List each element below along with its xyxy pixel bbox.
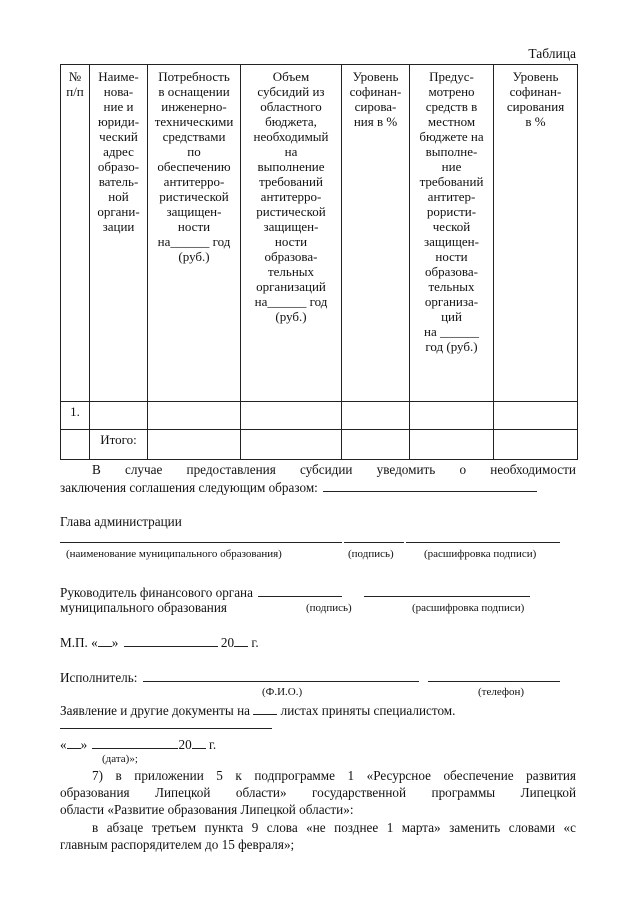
table-cell — [241, 430, 342, 460]
amendment-7-line-2: образования Липецкой области» государственной программы Липецкой — [60, 785, 576, 800]
caption-date: (дата)»; — [102, 753, 138, 765]
table-cell — [90, 402, 148, 430]
amendment-8-line-2: главным распорядителем до 15 февраля»; — [60, 837, 295, 852]
sheets-count-blank — [253, 702, 277, 715]
amendment-7-line-1: 7) в приложении 5 к подпрограмме 1 «Ресурсное обеспечение развития — [92, 768, 576, 783]
month-blank — [124, 634, 218, 647]
header-line: ние и — [103, 99, 134, 114]
stamp-date-line — [60, 634, 259, 652]
date-day-blank — [67, 736, 81, 749]
statement-suffix: листах приняты специалистом. — [280, 703, 456, 718]
header-line: органи- — [97, 204, 140, 219]
caption-finance-decoding: (расшифровка подписи) — [412, 602, 525, 614]
table-row — [61, 402, 578, 430]
header-line: антитерро- — [260, 189, 322, 204]
header-line: организа- — [424, 294, 479, 309]
header-line: на______ год — [157, 234, 231, 249]
year-blank — [234, 634, 248, 647]
header-line: средств в — [425, 99, 478, 114]
header-line: ческий — [99, 129, 138, 144]
date-month-blank — [92, 736, 178, 749]
header-line: Наиме- — [98, 69, 139, 84]
header-line: юриди- — [97, 114, 140, 129]
specialist-line — [60, 728, 272, 729]
caption-municipality: (наименование муниципального образования) — [66, 548, 282, 560]
date-year-suffix: г. — [208, 737, 217, 752]
header-line: на — [284, 144, 298, 159]
finance-decoding-blank — [364, 584, 530, 597]
header-line: требований — [419, 174, 484, 189]
header-cell-equipment-need — [148, 65, 241, 402]
header-line: ности — [177, 219, 211, 234]
header-line: антитер- — [427, 189, 476, 204]
header-line: по — [187, 144, 201, 159]
table-cell — [241, 402, 342, 430]
header-line: год (руб.) — [425, 339, 478, 354]
header-line: Уровень — [512, 69, 559, 84]
table-header-row — [61, 65, 578, 402]
header-line: выполнение — [257, 159, 325, 174]
caption-finance-signature: (подпись) — [306, 602, 352, 614]
header-line: адрес — [103, 144, 134, 159]
header-line: № — [68, 69, 82, 84]
date-quote-close: » — [80, 737, 88, 752]
notice-line-1: В случае предоставления субсидии уведомить о необходимости — [92, 462, 576, 477]
header-line: обеспечению — [157, 159, 231, 174]
executor-line — [60, 669, 560, 687]
finance-head-label-text: Руководитель финансового органа — [60, 585, 253, 600]
header-line: образова- — [424, 264, 478, 279]
amendment-8-line-1: в абзаце третьем пункта 9 слова «не позднее 1 марта» заменить словами «с — [92, 820, 576, 835]
subsidy-table — [60, 64, 578, 460]
head-signature-line — [344, 542, 404, 543]
header-line: выполне- — [425, 144, 478, 159]
day-blank — [98, 634, 112, 647]
header-cell-number — [61, 65, 90, 402]
table-cell — [61, 430, 90, 460]
header-line: п/п — [66, 84, 84, 99]
table-total-row — [61, 430, 578, 460]
caption-head-signature: (подпись) — [348, 548, 394, 560]
table-cell — [342, 402, 410, 430]
header-line: антитерро- — [163, 174, 225, 189]
statement-line — [60, 702, 455, 720]
header-line: ной — [108, 189, 129, 204]
header-line: ние — [441, 159, 462, 174]
header-line: мотрено — [428, 84, 475, 99]
header-line: зации — [102, 219, 135, 234]
header-line: бюджета, — [265, 114, 317, 129]
table-cell — [494, 402, 578, 430]
header-line: тельных — [428, 279, 475, 294]
header-line: ческой — [432, 219, 471, 234]
table-cell — [410, 402, 494, 430]
table-cell — [410, 430, 494, 460]
quote-open: « — [91, 635, 98, 650]
header-line: сирования — [506, 99, 565, 114]
executor-name-blank — [143, 669, 419, 682]
header-line: техническими — [154, 114, 234, 129]
header-line: образо- — [97, 159, 140, 174]
table-caption: Таблица — [528, 46, 576, 61]
notice-line-2-text: заключения соглашения следующим образом: — [60, 480, 318, 495]
header-line: Объем — [272, 69, 310, 84]
header-line: тельных — [267, 264, 315, 279]
caption-head-decoding: (расшифровка подписи) — [424, 548, 537, 560]
header-cell-subsidy-volume — [241, 65, 342, 402]
header-line: ций — [441, 309, 462, 324]
header-line: средствами — [162, 129, 226, 144]
header-line: образова- — [264, 249, 318, 264]
head-of-admin-label: Глава администрации — [60, 514, 182, 529]
header-cell-cofinancing-level-2 — [494, 65, 578, 402]
header-line: бюджете на — [419, 129, 484, 144]
header-line: на______ год — [254, 294, 328, 309]
quote-close: » — [111, 635, 119, 650]
date-year-blank — [192, 736, 206, 749]
header-line: Предус- — [429, 69, 474, 84]
caption-fio: (Ф.И.О.) — [262, 686, 303, 698]
header-line: в % — [525, 114, 546, 129]
row-number: 1. — [61, 402, 90, 430]
header-line: организаций — [256, 279, 326, 294]
header-line: (руб.) — [275, 309, 307, 324]
header-line: защищен- — [166, 204, 222, 219]
acceptance-date-line — [60, 736, 216, 754]
header-line: (руб.) — [178, 249, 210, 264]
finance-head-label-1 — [60, 584, 530, 602]
amendment-7-line-3: области «Развитие образования Липецкой области»: — [60, 802, 354, 817]
header-line: ния в % — [353, 114, 398, 129]
date-year-prefix: 20 — [178, 737, 192, 752]
executor-label: Исполнитель: — [60, 670, 138, 685]
header-cell-cofinancing-level — [342, 65, 410, 402]
header-line: Уровень — [352, 69, 399, 84]
header-line: ристической — [159, 189, 229, 204]
year-suffix: г. — [251, 635, 259, 650]
total-label: Итого: — [90, 430, 148, 460]
date-quote-open: « — [60, 737, 67, 752]
header-line: ватель- — [98, 174, 139, 189]
table-cell — [148, 402, 241, 430]
caption-phone: (телефон) — [478, 686, 525, 698]
header-line: Потребность — [158, 69, 230, 84]
header-line: ности — [435, 249, 468, 264]
header-line: защищен- — [424, 234, 479, 249]
header-line: местном — [427, 114, 476, 129]
header-line: необходимый — [253, 129, 329, 144]
header-line: инженерно- — [161, 99, 227, 114]
table-cell — [494, 430, 578, 460]
header-cell-local-budget — [410, 65, 494, 402]
header-line: ности — [274, 234, 308, 249]
executor-phone-blank — [428, 669, 560, 682]
finance-head-label-2: муниципального образования — [60, 600, 227, 615]
header-line: на ______ — [424, 324, 479, 339]
header-line: софинан- — [349, 84, 402, 99]
table-cell — [148, 430, 241, 460]
municipality-name-line — [60, 542, 342, 543]
header-line: требований — [259, 174, 323, 189]
statement-prefix: Заявление и другие документы на — [60, 703, 251, 718]
head-decoding-line — [406, 542, 560, 543]
header-line: в оснащении — [158, 84, 230, 99]
header-line: областного — [260, 99, 322, 114]
header-line: ристической — [256, 204, 326, 219]
year-prefix: 20 — [220, 635, 235, 650]
header-line: софинан- — [509, 84, 562, 99]
header-line: нова- — [103, 84, 134, 99]
agreement-method-blank — [323, 479, 537, 492]
header-cell-organization — [90, 65, 148, 402]
header-line: сирова- — [354, 99, 397, 114]
table-cell — [342, 430, 410, 460]
finance-signature-blank — [258, 584, 342, 597]
stamp-mp: М.П. — [60, 635, 88, 650]
header-line: субсидий из — [257, 84, 325, 99]
header-line: защищен- — [263, 219, 319, 234]
header-line: рористи- — [426, 204, 477, 219]
notice-line-2 — [60, 479, 537, 497]
